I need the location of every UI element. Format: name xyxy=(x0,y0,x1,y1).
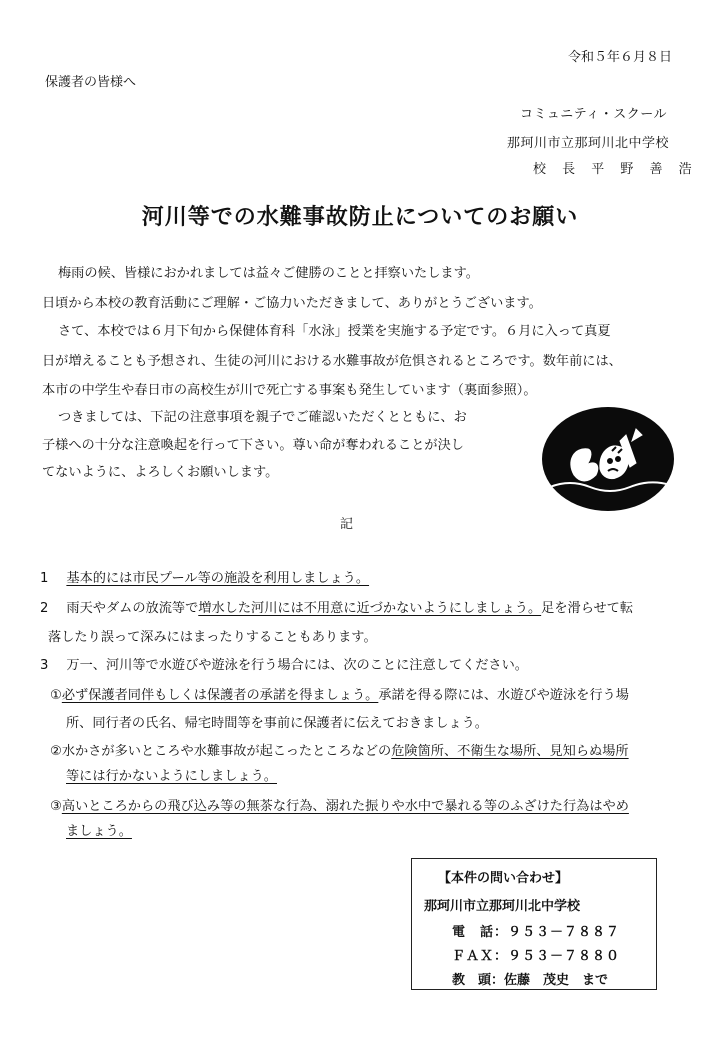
sub-item-1-text: 承諾を得る際には、水遊びや遊泳を行う場 xyxy=(378,688,629,703)
item-2-text-underlined: 増水した河川には不用意に近づかないようにしましょう。 xyxy=(198,601,542,616)
sub-item-1-mark: ① xyxy=(50,688,62,703)
sender-principal: 校 長 平 野 善 浩 xyxy=(533,162,698,177)
person-name: ：佐藤 茂史 まで xyxy=(491,973,609,988)
sub-item-2-underlined: 危険箇所、不衛生な場所、見知らぬ場所 xyxy=(391,744,629,759)
item-2-line-2: 落したり誤って深みにはまったりすることもあります。 xyxy=(48,630,377,645)
fax-label: ＦＡＸ xyxy=(452,949,495,964)
item-2-number: 2 xyxy=(40,601,49,616)
greeting-paragraph: 梅雨の候、皆様におかれましては益々ご健勝のことと拝察いたします。 xyxy=(58,266,479,281)
sub-item-2 xyxy=(50,740,629,759)
sub-item-2-line-2: 等には行かないようにしましょう。 xyxy=(66,769,277,784)
notice-line-3: 本市の中学生や春日市の高校生が川で死亡する事案も発生しています（裏面参照）。 xyxy=(42,383,537,398)
sub-item-1 xyxy=(50,684,629,703)
item-3-number: 3 xyxy=(40,658,49,673)
item-2 xyxy=(40,597,633,616)
contact-box xyxy=(411,858,657,990)
request-line-2: 子様への十分な注意喚起を行って下さい。尊い命が奪われることが決し xyxy=(42,438,464,453)
sub-item-1-line-2: 所、同行者の氏名、帰宅時間等を事前に保護者に伝えておきましょう。 xyxy=(66,716,488,731)
contact-school: 那珂川市立那珂川北中学校 xyxy=(424,899,581,914)
tel-number: ：９５３－７８８７ xyxy=(494,925,621,940)
sender-organization: コミュニティ・スクール xyxy=(520,107,667,122)
notice-line-1: さて、本校では６月下旬から保健体育科「水泳」授業を実施する予定です。６月に入って真夏 xyxy=(58,324,611,339)
contact-person xyxy=(452,969,608,988)
sub-item-3-mark: ③ xyxy=(50,799,62,814)
item-1 xyxy=(40,567,369,586)
sub-item-3-line-2: ましょう。 xyxy=(66,824,132,839)
contact-tel xyxy=(452,921,620,940)
contact-heading: 【本件の問い合わせ】 xyxy=(438,871,569,886)
ki-heading: 記 xyxy=(340,517,354,532)
addressee: 保護者の皆様へ xyxy=(45,75,137,90)
document-title: 河川等での水難事故防止についてのお願い xyxy=(141,205,579,230)
item-3-text: 万一、河川等で水遊びや遊泳を行う場合には、次のことに注意してください。 xyxy=(66,658,528,673)
item-1-text: 基本的には市民プール等の施設を利用しましょう。 xyxy=(66,571,370,586)
thanks-paragraph: 日頃から本校の教育活動にご理解・ご協力いただきまして、ありがとうございます。 xyxy=(42,296,542,311)
tel-label: 電 話 xyxy=(452,925,495,940)
sub-item-3 xyxy=(50,795,629,814)
item-2-text-b: 足を滑らせて転 xyxy=(541,601,634,616)
notice-line-2: 日が増えることも予想され、生徒の河川における水難事故が危惧されるところです。数年前には、 xyxy=(42,354,622,369)
document-date: 令和５年６月８日 xyxy=(568,50,673,65)
person-label: 教 頭 xyxy=(452,973,492,988)
sender-school: 那珂川市立那珂川北中学校 xyxy=(507,136,670,151)
item-2-text-a: 雨天やダムの放流等で xyxy=(66,601,199,616)
fax-number: ：９５３－７８８０ xyxy=(494,949,621,964)
sub-item-2-mark: ② xyxy=(50,744,62,759)
request-line-3: てないように、よろしくお願いします。 xyxy=(42,465,279,480)
contact-fax xyxy=(452,945,620,964)
sub-item-1-underlined: 必ず保護者同伴もしくは保護者の承諾を得ましょう。 xyxy=(61,688,379,703)
sub-item-3-underlined: 高いところからの飛び込み等の無茶な行為、溺れた振りや水中で暴れる等のふざけた行為はやめ xyxy=(61,799,629,814)
item-3 xyxy=(40,654,528,673)
item-1-number: 1 xyxy=(40,571,49,586)
drowning-illustration xyxy=(540,405,676,513)
request-line-1: つきましては、下記の注意事項を親子でご確認いただくとともに、お xyxy=(58,410,467,425)
sub-item-2-text: 水かさが多いところや水難事故が起こったところなどの xyxy=(61,744,392,759)
